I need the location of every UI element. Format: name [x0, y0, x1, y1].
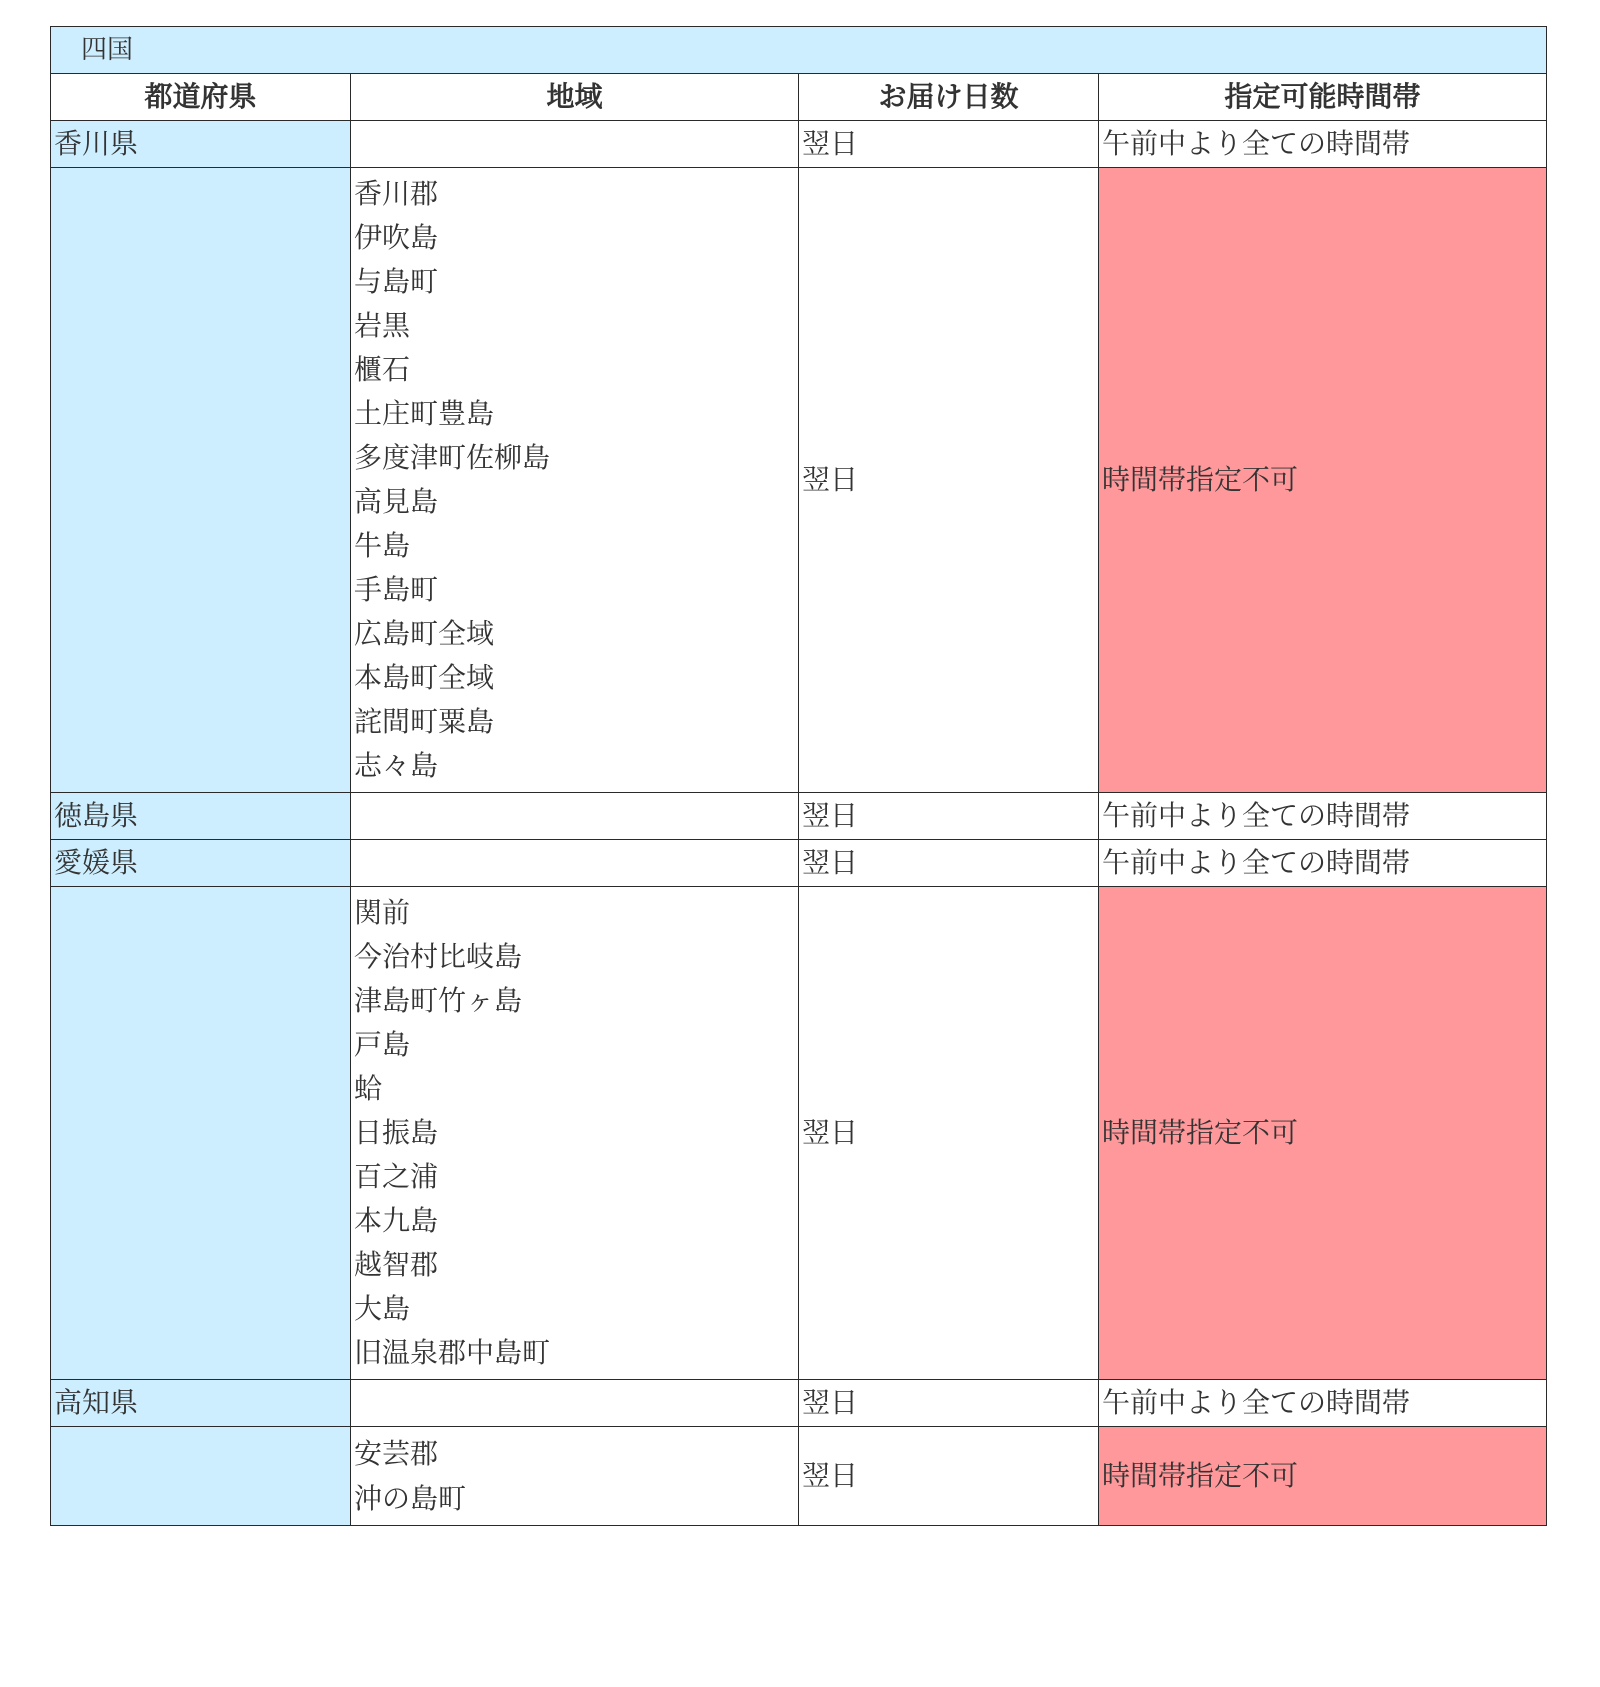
prefecture-cell: [51, 887, 351, 1380]
area-item: 詫間町粟島: [354, 705, 495, 738]
area-item: 安芸郡: [354, 1437, 439, 1470]
delivery-days-cell: 翌日: [799, 840, 1099, 887]
area-item: 越智郡: [354, 1248, 439, 1281]
area-cell: [351, 168, 799, 793]
area-item: 大島: [354, 1292, 411, 1325]
delivery-days-cell: 翌日: [799, 1380, 1099, 1427]
delivery-days-cell: 翌日: [799, 121, 1099, 168]
delivery-days-cell: 翌日: [799, 793, 1099, 840]
area-item: 戸島: [354, 1028, 411, 1061]
delivery-days-cell: 翌日: [799, 1427, 1099, 1526]
area-cell: [351, 887, 799, 1380]
area-item: 岩黒: [354, 309, 411, 342]
table-row: [51, 793, 1547, 840]
table-row: [51, 1427, 1547, 1526]
header-time: 指定可能時間帯: [1099, 74, 1547, 121]
time-window-cell: 時間帯指定不可: [1099, 887, 1547, 1380]
area-item: 沖の島町: [354, 1482, 467, 1515]
area-item: 旧温泉郡中島町: [354, 1336, 551, 1369]
delivery-days-cell: 翌日: [799, 887, 1099, 1380]
delivery-days-cell: 翌日: [799, 168, 1099, 793]
prefecture-cell: 徳島県: [51, 793, 351, 840]
table-row: [51, 1380, 1547, 1427]
time-window-cell: 午前中より全ての時間帯: [1099, 793, 1547, 840]
area-item: 櫃石: [354, 353, 411, 386]
area-item: 本九島: [354, 1204, 439, 1237]
area-cell: [351, 840, 799, 887]
area-cell: [351, 793, 799, 840]
time-window-cell: 午前中より全ての時間帯: [1099, 840, 1547, 887]
area-item: 牛島: [354, 529, 411, 562]
table-row: [51, 168, 1547, 793]
prefecture-cell: [51, 1427, 351, 1526]
area-item: 本島町全域: [354, 661, 495, 694]
area-item: 関前: [354, 896, 411, 929]
area-item: 与島町: [354, 265, 439, 298]
area-item: 蛤: [354, 1072, 383, 1105]
table-row: [51, 121, 1547, 168]
area-cell: [351, 1427, 799, 1526]
area-item: 日振島: [354, 1116, 439, 1149]
table-row: [51, 887, 1547, 1380]
header-area: 地域: [351, 74, 799, 121]
table-row: [51, 840, 1547, 887]
area-cell: [351, 121, 799, 168]
delivery-region-table: [50, 26, 1547, 1526]
region-title-row: [51, 27, 1547, 74]
table-header-row: [51, 74, 1547, 121]
time-window-cell: 時間帯指定不可: [1099, 1427, 1547, 1526]
prefecture-cell: [51, 168, 351, 793]
area-item: 手島町: [354, 573, 439, 606]
area-item: 伊吹島: [354, 221, 439, 254]
area-item: 香川郡: [354, 177, 439, 210]
area-item: 広島町全域: [354, 617, 495, 650]
prefecture-cell: 香川県: [51, 121, 351, 168]
header-days: お届け日数: [799, 74, 1099, 121]
area-item: 土庄町豊島: [354, 397, 495, 430]
area-item: 多度津町佐柳島: [354, 441, 551, 474]
area-item: 百之浦: [354, 1160, 439, 1193]
header-prefecture: 都道府県: [51, 74, 351, 121]
time-window-cell: 午前中より全ての時間帯: [1099, 121, 1547, 168]
area-item: 今治村比岐島: [354, 940, 523, 973]
area-cell: [351, 1380, 799, 1427]
area-item: 高見島: [354, 485, 439, 518]
prefecture-cell: 高知県: [51, 1380, 351, 1427]
area-item: 志々島: [354, 749, 439, 782]
time-window-cell: 午前中より全ての時間帯: [1099, 1380, 1547, 1427]
area-item: 津島町竹ヶ島: [354, 984, 523, 1017]
region-title: 四国: [51, 27, 1547, 74]
time-window-cell: 時間帯指定不可: [1099, 168, 1547, 793]
prefecture-cell: 愛媛県: [51, 840, 351, 887]
